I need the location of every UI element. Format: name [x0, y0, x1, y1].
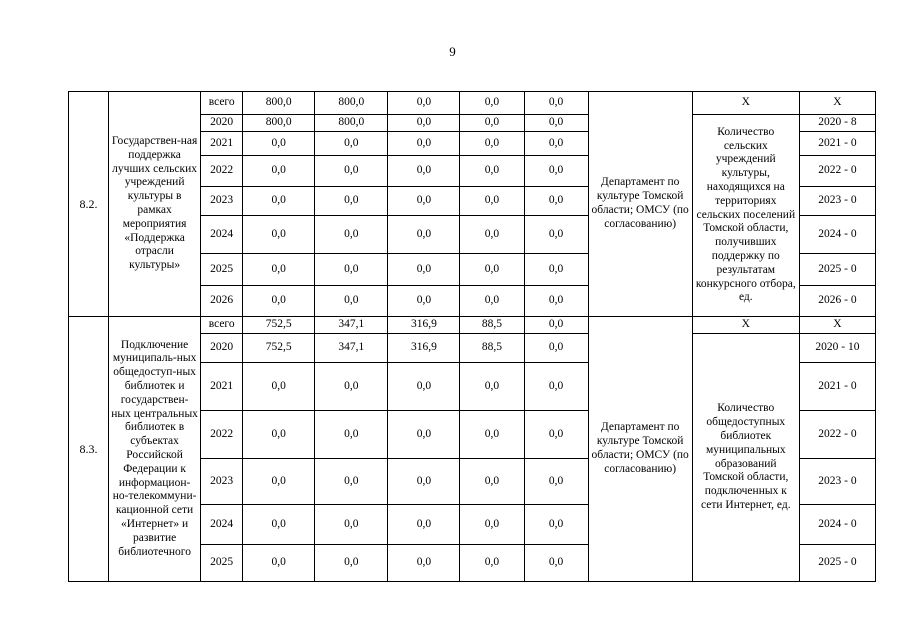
indicator-mark: Х [692, 92, 799, 115]
indicator-description: Количество общедоступных библиотек муниципальных образований Томской области, подключенных к сети Интернет, ед. [692, 334, 799, 582]
value-cell: 0,0 [315, 411, 388, 459]
target-cell: Х [799, 317, 875, 334]
year-cell: 2021 [201, 132, 243, 156]
value-cell: 0,0 [460, 505, 524, 545]
value-cell: 0,0 [524, 286, 588, 317]
value-cell: 0,0 [388, 363, 460, 411]
year-cell: 2020 [201, 115, 243, 132]
target-cell: 2024 - 0 [799, 216, 875, 254]
target-cell: 2022 - 0 [799, 411, 875, 459]
value-cell: 0,0 [460, 254, 524, 286]
value-cell: 0,0 [388, 545, 460, 582]
target-cell: 2024 - 0 [799, 505, 875, 545]
target-cell: 2020 - 8 [799, 115, 875, 132]
value-cell: 0,0 [460, 187, 524, 216]
value-cell: 347,1 [315, 317, 388, 334]
value-cell: 0,0 [315, 216, 388, 254]
year-cell: 2022 [201, 156, 243, 187]
section-number: 8.3. [69, 317, 109, 582]
value-cell: 0,0 [315, 505, 388, 545]
activity-name: Государствен-ная поддержка лучших сельских учреждений культуры в рамках мероприятия «Поддержка отрасли культуры» [109, 92, 201, 317]
value-cell: 0,0 [315, 132, 388, 156]
activity-name: Подключение муниципаль-ных общедоступ-ных библиотек и государствен-ных центральных библиотек в субъектах Российской Федерации к информацион-но-телекоммуни-кационной сети «Интернет» и развитие библиотечного [109, 317, 201, 582]
responsible-department: Департамент по культуре Томской области; ОМСУ (по согласованию) [588, 92, 692, 317]
value-cell: 0,0 [524, 156, 588, 187]
value-cell: 800,0 [243, 115, 315, 132]
year-cell: 2025 [201, 545, 243, 582]
value-cell: 0,0 [388, 411, 460, 459]
year-cell: 2021 [201, 363, 243, 411]
target-cell: 2020 - 10 [799, 334, 875, 363]
value-cell: 0,0 [243, 411, 315, 459]
value-cell: 0,0 [460, 459, 524, 505]
value-cell: 0,0 [243, 459, 315, 505]
value-cell: 800,0 [243, 92, 315, 115]
value-cell: 88,5 [460, 334, 524, 363]
value-cell: 0,0 [388, 92, 460, 115]
value-cell: 0,0 [243, 545, 315, 582]
target-cell: 2021 - 0 [799, 132, 875, 156]
value-cell: 0,0 [524, 545, 588, 582]
value-cell: 800,0 [315, 92, 388, 115]
value-cell: 0,0 [388, 505, 460, 545]
value-cell: 0,0 [460, 92, 524, 115]
year-cell: 2023 [201, 459, 243, 505]
year-cell: 2025 [201, 254, 243, 286]
value-cell: 0,0 [243, 286, 315, 317]
value-cell: 0,0 [388, 254, 460, 286]
value-cell: 0,0 [388, 286, 460, 317]
value-cell: 0,0 [315, 286, 388, 317]
target-cell: 2022 - 0 [799, 156, 875, 187]
year-cell: 2020 [201, 334, 243, 363]
value-cell: 88,5 [460, 317, 524, 334]
value-cell: 0,0 [524, 363, 588, 411]
value-cell: 0,0 [243, 216, 315, 254]
value-cell: 0,0 [315, 254, 388, 286]
program-table [68, 91, 876, 582]
value-cell: 0,0 [315, 363, 388, 411]
target-cell: Х [799, 92, 875, 115]
value-cell: 0,0 [524, 411, 588, 459]
year-cell: всего [201, 317, 243, 334]
value-cell: 0,0 [524, 216, 588, 254]
value-cell: 0,0 [524, 187, 588, 216]
value-cell: 316,9 [388, 334, 460, 363]
value-cell: 0,0 [388, 187, 460, 216]
value-cell: 0,0 [388, 216, 460, 254]
year-cell: 2023 [201, 187, 243, 216]
value-cell: 752,5 [243, 317, 315, 334]
value-cell: 0,0 [315, 156, 388, 187]
value-cell: 0,0 [388, 459, 460, 505]
table-row [69, 317, 876, 334]
value-cell: 0,0 [388, 156, 460, 187]
value-cell: 0,0 [460, 286, 524, 317]
year-cell: 2022 [201, 411, 243, 459]
value-cell: 0,0 [524, 92, 588, 115]
value-cell: 0,0 [524, 254, 588, 286]
value-cell: 0,0 [524, 334, 588, 363]
year-cell: 2026 [201, 286, 243, 317]
value-cell: 800,0 [315, 115, 388, 132]
value-cell: 316,9 [388, 317, 460, 334]
value-cell: 0,0 [243, 187, 315, 216]
value-cell: 0,0 [460, 411, 524, 459]
year-cell: 2024 [201, 216, 243, 254]
value-cell: 0,0 [460, 545, 524, 582]
target-cell: 2025 - 0 [799, 545, 875, 582]
value-cell: 0,0 [524, 132, 588, 156]
indicator-description: Количество сельских учреждений культуры, находящихся на территориях сельских поселений Томской области, получивших поддержку по результатам конкурсного отбора, ед. [692, 115, 799, 317]
value-cell: 0,0 [388, 132, 460, 156]
value-cell: 0,0 [315, 187, 388, 216]
value-cell: 0,0 [388, 115, 460, 132]
target-cell: 2026 - 0 [799, 286, 875, 317]
responsible-department: Департамент по культуре Томской области; ОМСУ (по согласованию) [588, 317, 692, 582]
value-cell: 0,0 [243, 505, 315, 545]
value-cell: 347,1 [315, 334, 388, 363]
table-row [69, 92, 876, 115]
value-cell: 0,0 [524, 459, 588, 505]
value-cell: 0,0 [524, 317, 588, 334]
target-cell: 2023 - 0 [799, 459, 875, 505]
value-cell: 0,0 [315, 545, 388, 582]
value-cell: 752,5 [243, 334, 315, 363]
target-cell: 2023 - 0 [799, 187, 875, 216]
value-cell: 0,0 [524, 115, 588, 132]
value-cell: 0,0 [243, 132, 315, 156]
year-cell: всего [201, 92, 243, 115]
value-cell: 0,0 [460, 216, 524, 254]
value-cell: 0,0 [243, 254, 315, 286]
value-cell: 0,0 [460, 132, 524, 156]
value-cell: 0,0 [460, 156, 524, 187]
value-cell: 0,0 [524, 505, 588, 545]
indicator-mark: Х [692, 317, 799, 334]
value-cell: 0,0 [460, 115, 524, 132]
year-cell: 2024 [201, 505, 243, 545]
value-cell: 0,0 [243, 156, 315, 187]
target-cell: 2025 - 0 [799, 254, 875, 286]
value-cell: 0,0 [460, 363, 524, 411]
value-cell: 0,0 [315, 459, 388, 505]
target-cell: 2021 - 0 [799, 363, 875, 411]
value-cell: 0,0 [243, 363, 315, 411]
section-number: 8.2. [69, 92, 109, 317]
page-number: 9 [449, 44, 456, 59]
